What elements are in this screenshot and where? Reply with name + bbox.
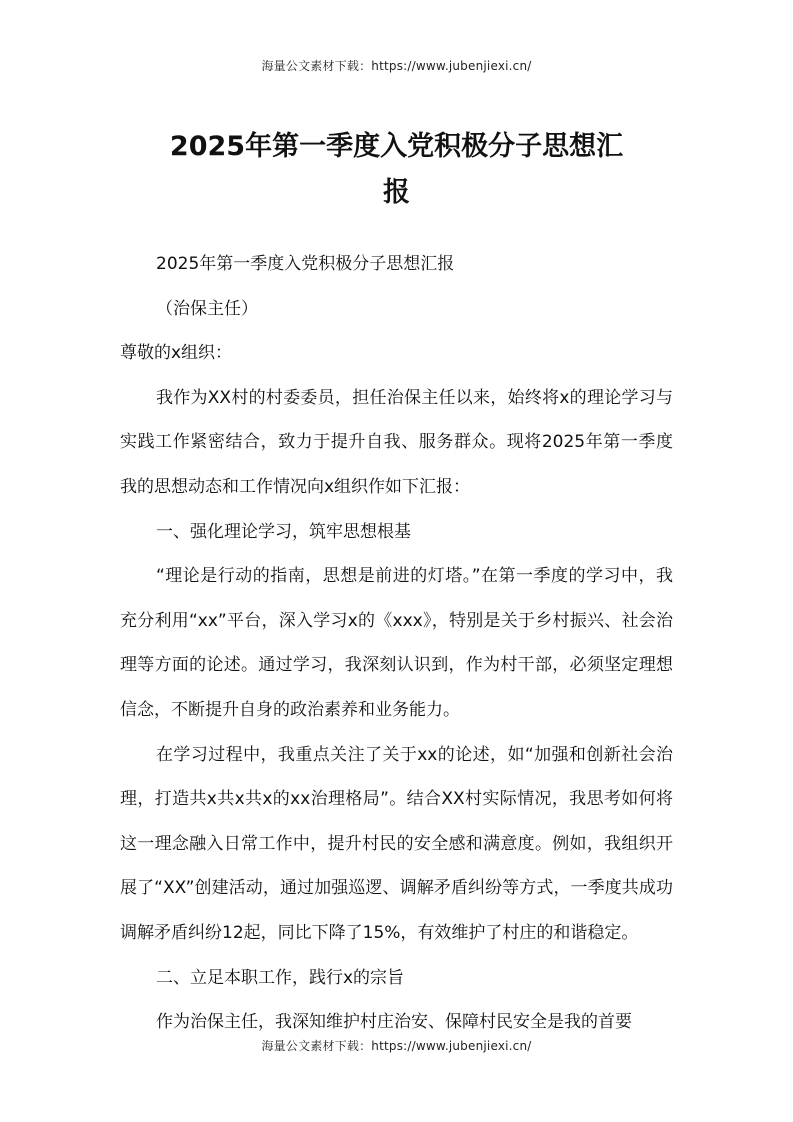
page-header: 海量公文素材下载：https://www.jubenjiexi.cn/ [261, 59, 532, 73]
body-paragraph: 在学习过程中，我重点关注了关于xx的论述，如“加强和创新社会治理，打造共x共x共x的xx治理格局”。结合XX村实际情况，我思考如何将这一理念融入日常工作中，提升村民的安全感和满意度。例如，我组织开展了“XX”创建活动，通过加强巡逻、调解矛盾纠纷等方式，一季度共成功调解矛盾纠纷12起，同比下降了15%，有效维护了村庄的和谐稳定。 [120, 744, 673, 943]
section-heading-2: 二、立足本职工作，践行x的宗旨 [156, 967, 405, 988]
document-body [120, 242, 673, 1045]
body-paragraph: 作为治保主任，我深知维护村庄治安、保障村民安全是我的首要 [156, 1012, 632, 1033]
page-footer: 海量公文素材下载：https://www.jubenjiexi.cn/ [261, 1039, 532, 1053]
body-paragraph: “理论是行动的指南，思想是前进的灯塔。”在第一季度的学习中，我充分利用“xx”平台，深入学习x的《xxx》，特别是关于乡村振兴、社会治理等方面的论述。通过学习，我深刻认识到，作为村干部，必须坚定理想信念，不断提升自身的政治素养和业务能力。 [120, 566, 673, 720]
subtitle-paragraph: 2025年第一季度入党积极分子思想汇报 [156, 254, 455, 274]
role-paragraph: （治保主任） [156, 298, 258, 319]
title-line-1: 2025年第一季度入党积极分子思想汇 [169, 131, 624, 162]
intro-paragraph: 我作为XX村的村委委员，担任治保主任以来，始终将x的理论学习与实践工作紧密结合，致力于提升自我、服务群众。现将2025年第一季度我的思想动态和工作情况向x组织作如下汇报： [120, 387, 673, 497]
document-title [120, 124, 673, 216]
title-line-2: 报 [383, 177, 410, 208]
salutation-paragraph: 尊敬的x组织： [120, 343, 233, 364]
section-heading-1: 一、强化理论学习，筑牢思想根基 [156, 521, 411, 542]
